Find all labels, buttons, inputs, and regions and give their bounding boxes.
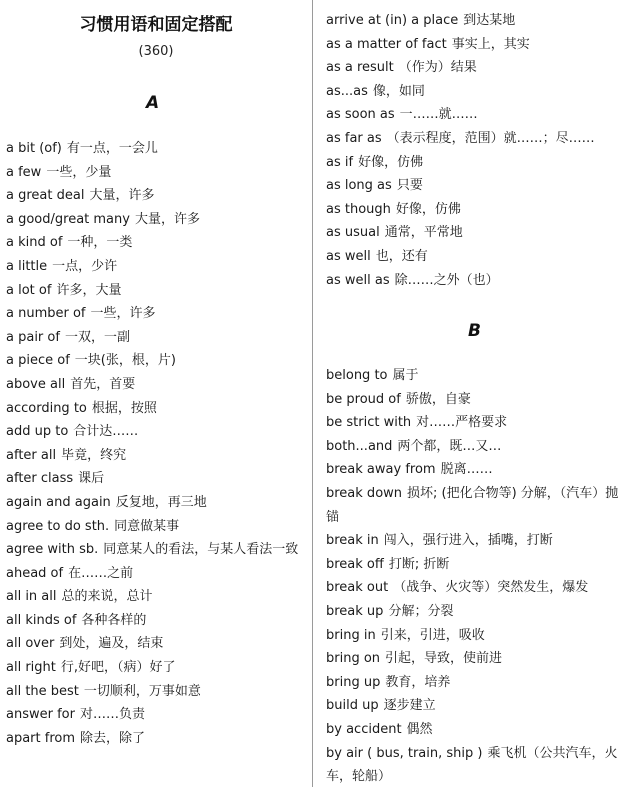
entry-english: all over: [6, 636, 55, 652]
section-letter-b: B: [468, 321, 481, 341]
entry-chinese: 到达某地: [463, 13, 516, 28]
vocabulary-entry: [326, 127, 624, 151]
entry-english: again and again: [6, 494, 111, 510]
entry-chinese: 只要: [396, 178, 423, 194]
entry-chinese: 反复地，再三地: [115, 494, 207, 510]
entry-english: add up to: [6, 424, 69, 440]
vocabulary-entry: [6, 255, 306, 279]
entry-chinese: 逐步建立: [383, 698, 436, 714]
entry-english: by accident: [326, 721, 402, 737]
entry-english: as usual: [326, 225, 380, 241]
right-entry-list-a: [326, 9, 624, 292]
vocabulary-entry: [6, 491, 306, 515]
entry-english: as long as: [326, 178, 392, 194]
entry-chinese: 在……之前: [68, 565, 134, 581]
entry-chinese: 属于: [392, 368, 419, 383]
entry-chinese: 骄傲，自豪: [405, 391, 471, 407]
entry-chinese: 好像，仿佛: [395, 201, 461, 217]
vocabulary-entry: [6, 632, 306, 656]
entry-english: bring on: [326, 651, 381, 667]
vocabulary-entry: [6, 680, 306, 704]
entry-english: as soon as: [326, 107, 395, 123]
entry-english: agree to do sth.: [6, 518, 110, 534]
entry-english: be proud of: [326, 391, 401, 407]
entry-english: as...as: [326, 83, 368, 99]
entry-english: apart from: [6, 730, 76, 746]
entry-chinese: 一块(张，根，片): [74, 353, 176, 369]
entry-english: after all: [6, 447, 57, 463]
entry-chinese: 大量，许多: [134, 211, 200, 227]
vocabulary-entry: [326, 411, 624, 435]
entry-chinese: 脱离……: [440, 462, 493, 478]
vocabulary-entry: [6, 184, 306, 208]
entry-english: a kind of: [6, 235, 63, 251]
entry-chinese: 对……严格要求: [416, 415, 508, 431]
entry-chinese: 闯入，强行进入，插嘴，打断: [383, 533, 553, 549]
vocabulary-entry: [326, 647, 624, 671]
entry-chinese: 通常，平常地: [384, 225, 463, 241]
entry-english: a pair of: [6, 329, 60, 345]
entry-chinese: 好像，仿佛: [358, 154, 424, 170]
vocabulary-entry: [326, 269, 624, 293]
vocabulary-entry: [6, 161, 306, 185]
vocabulary-entry: [6, 373, 306, 397]
vocabulary-entry: [326, 576, 624, 600]
vocabulary-entry: [6, 656, 306, 680]
entry-english: after class: [6, 471, 74, 487]
entry-chinese: 总的来说，总计: [61, 589, 153, 605]
vocabulary-entry: [6, 585, 306, 609]
vocabulary-entry: [326, 742, 624, 789]
page-title: 习惯用语和固定搭配: [79, 15, 233, 35]
entry-chinese: 乘飞机（公共汽车，火车，轮船）: [326, 745, 618, 785]
vocabulary-entry: [6, 326, 306, 350]
entry-chinese: 引来，引进，吸收: [380, 627, 485, 643]
entry-english: break in: [326, 533, 379, 549]
vocabulary-entry: [326, 388, 624, 412]
entry-english: as a result: [326, 60, 394, 76]
entry-chinese: 合计达……: [73, 424, 139, 440]
entry-chinese: 一点，少许: [52, 258, 118, 274]
vocabulary-entry: [326, 9, 624, 33]
entry-english: answer for: [6, 707, 75, 723]
entry-english: a great deal: [6, 188, 85, 204]
entry-chinese: 像，如同: [372, 83, 425, 99]
entry-english: build up: [326, 698, 379, 714]
entry-english: break away from: [326, 462, 436, 478]
entry-chinese: 损坏; (把化合物等) 分解，（汽车）抛锚: [326, 485, 619, 525]
vocabulary-entry: [326, 718, 624, 742]
entry-chinese: 首先，首要: [70, 376, 136, 392]
right-entry-list-b: [326, 364, 624, 789]
entry-english: arrive at (in) a place: [326, 13, 459, 28]
vocabulary-entry: [326, 56, 624, 80]
entry-english: both...and: [326, 438, 393, 454]
entry-english: break out: [326, 580, 389, 596]
entry-chinese: 一切顺利，万事如意: [83, 683, 201, 699]
entry-english: a few: [6, 164, 42, 180]
entry-english: as a matter of fact: [326, 36, 447, 52]
entry-chinese: 一种，一类: [67, 235, 133, 251]
entry-chinese: 引起，导致，使前进: [385, 651, 503, 667]
entry-chinese: （战争、火灾等）突然发生，爆发: [393, 580, 589, 596]
vocabulary-entry: [326, 482, 624, 529]
vocabulary-entry: [326, 103, 624, 127]
entry-english: as well: [326, 248, 371, 264]
vocabulary-entry: [326, 33, 624, 57]
vocabulary-entry: [326, 458, 624, 482]
entry-english: a bit (of): [6, 141, 62, 156]
entry-chinese: 两个都，既…又…: [397, 438, 502, 454]
vocabulary-entry: [6, 444, 306, 468]
entry-chinese: 各种各样的: [81, 612, 147, 628]
vocabulary-entry: [326, 221, 624, 245]
entry-chinese: 除去，除了: [80, 730, 146, 746]
vocabulary-entry: [6, 137, 306, 161]
vocabulary-entry: [6, 727, 306, 751]
vocabulary-entry: [326, 80, 624, 104]
vocabulary-entry: [326, 364, 624, 388]
entry-chinese: 除……之外（也）: [394, 272, 499, 288]
entry-chinese: 一双，一副: [64, 329, 130, 345]
entry-english: all right: [6, 660, 56, 676]
vocabulary-entry: [6, 397, 306, 421]
vocabulary-entry: [326, 600, 624, 624]
entry-count: (360): [138, 44, 174, 59]
vocabulary-entry: [6, 279, 306, 303]
vocabulary-entry: [326, 245, 624, 269]
vocabulary-entry: [6, 609, 306, 633]
entry-english: break off: [326, 556, 384, 572]
vocabulary-entry: [6, 538, 306, 562]
entry-chinese: （表示程度，范围）就……；尽……: [386, 130, 595, 146]
vocabulary-entry: [326, 624, 624, 648]
entry-chinese: 事实上，其实: [451, 36, 530, 52]
entry-english: all the best: [6, 683, 79, 699]
entry-english: according to: [6, 400, 87, 416]
vocabulary-entry: [326, 198, 624, 222]
vocabulary-entry: [6, 420, 306, 444]
entry-chinese: 也，还有: [375, 248, 428, 264]
entry-chinese: （作为）结果: [398, 60, 477, 76]
entry-chinese: 一些，少量: [46, 164, 112, 180]
entry-chinese: 教育，培养: [385, 674, 451, 690]
vocabulary-entry: [6, 562, 306, 586]
entry-english: a little: [6, 258, 48, 274]
entry-chinese: 课后: [78, 471, 105, 487]
entry-english: a good/great many: [6, 211, 130, 227]
vocabulary-entry: [326, 174, 624, 198]
vocabulary-entry: [326, 151, 624, 175]
vocabulary-entry: [326, 553, 624, 577]
vocabulary-entry: [326, 694, 624, 718]
entry-english: bring up: [326, 674, 381, 690]
entry-english: all in all: [6, 589, 57, 605]
section-letter-a: A: [146, 93, 160, 113]
entry-english: all kinds of: [6, 612, 77, 628]
entry-chinese: 对……负责: [79, 707, 145, 723]
entry-chinese: 一些，许多: [90, 306, 156, 322]
entry-english: ahead of: [6, 565, 64, 581]
vocabulary-entry: [6, 515, 306, 539]
entry-chinese: 同意做某事: [114, 518, 180, 534]
entry-english: a lot of: [6, 282, 52, 298]
entry-english: break down: [326, 485, 403, 501]
entry-english: a piece of: [6, 353, 70, 369]
entry-chinese: 到处，遍及，结束: [59, 636, 164, 652]
entry-english: break up: [326, 603, 384, 619]
entry-english: by air ( bus, train, ship ): [326, 745, 483, 761]
vocabulary-entry: [6, 467, 306, 491]
entry-chinese: 偶然: [406, 721, 433, 737]
vocabulary-entry: [6, 703, 306, 727]
entry-english: a number of: [6, 306, 86, 322]
column-divider: [312, 0, 313, 787]
entry-chinese: 行,好吧，（病）好了: [60, 660, 176, 676]
entry-chinese: 分解；分裂: [388, 603, 454, 619]
vocabulary-entry: [6, 208, 306, 232]
entry-english: agree with sb.: [6, 542, 99, 558]
left-entry-list: [6, 137, 306, 750]
entry-chinese: 毕竟，终究: [61, 447, 127, 463]
entry-chinese: 打断; 折断: [388, 556, 450, 572]
entry-english: bring in: [326, 627, 376, 643]
entry-chinese: 根据，按照: [91, 400, 157, 416]
entry-english: belong to: [326, 368, 388, 383]
vocabulary-entry: [326, 435, 624, 459]
entry-chinese: 同意某人的看法，与某人看法一致: [103, 542, 299, 558]
vocabulary-entry: [326, 671, 624, 695]
entry-english: be strict with: [326, 415, 412, 431]
entry-english: as if: [326, 154, 354, 170]
entry-english: as though: [326, 201, 391, 217]
vocabulary-entry: [6, 302, 306, 326]
vocabulary-entry: [6, 231, 306, 255]
entry-chinese: 一……就……: [399, 107, 478, 123]
entry-english: as far as: [326, 130, 382, 146]
vocabulary-entry: [6, 349, 306, 373]
entry-chinese: 有一点，一会儿: [66, 141, 158, 156]
vocabulary-entry: [326, 529, 624, 553]
entry-english: above all: [6, 376, 66, 392]
entry-chinese: 许多，大量: [56, 282, 122, 298]
entry-chinese: 大量，许多: [89, 188, 155, 204]
entry-english: as well as: [326, 272, 390, 288]
